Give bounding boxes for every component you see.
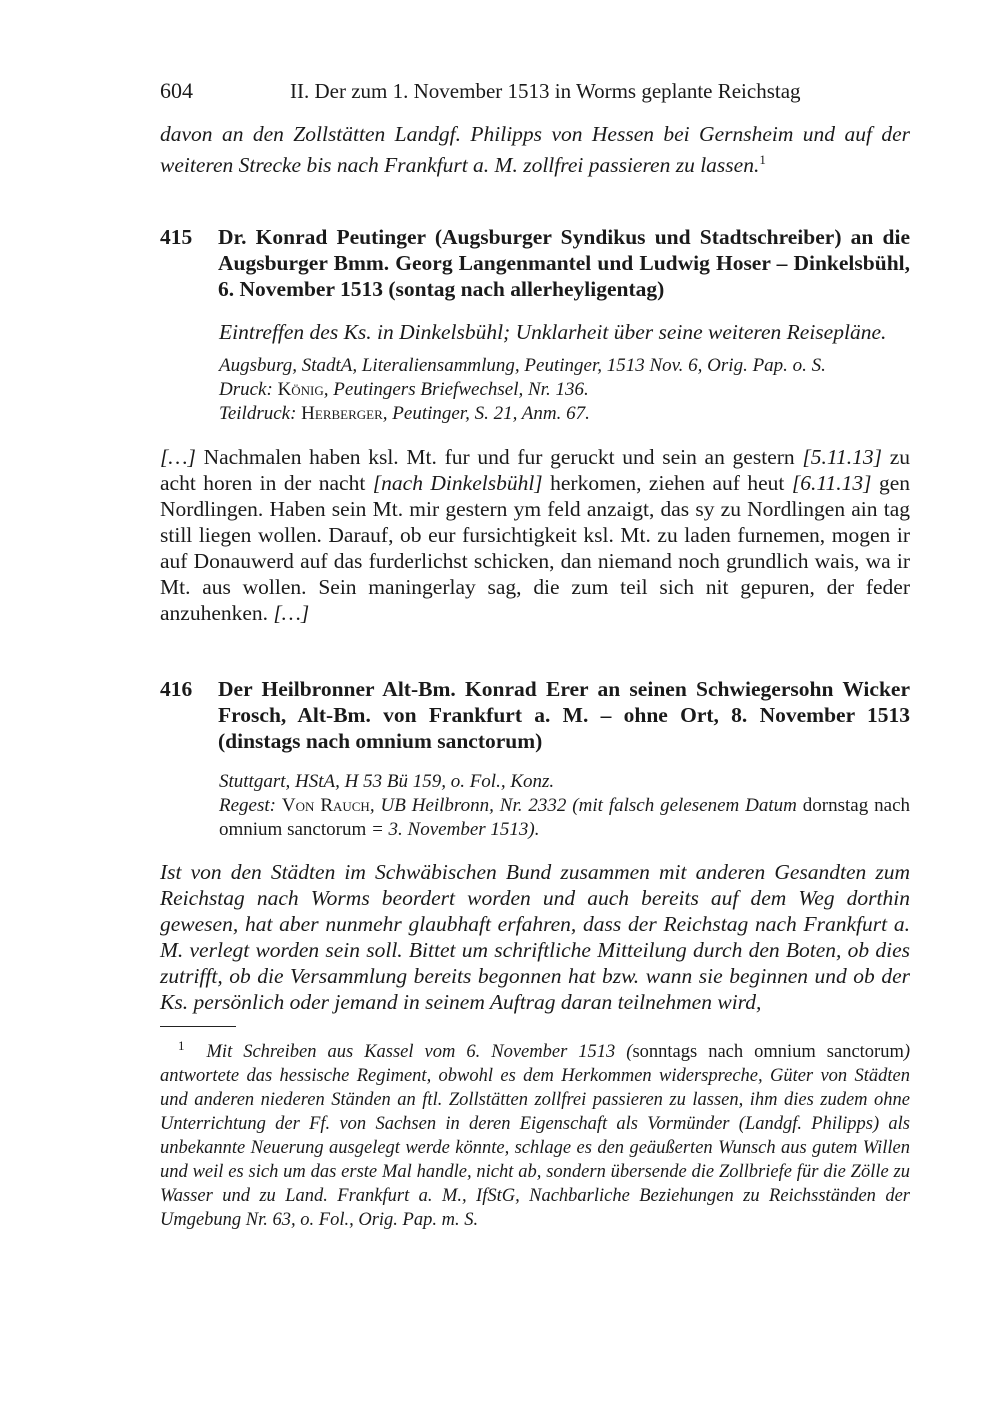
footnote-text: Mit Schreiben aus Kassel vom 6. November 1513 (	[206, 1042, 633, 1063]
druck-rest: , Peutingers Briefwechsel, Nr. 136.	[323, 379, 589, 400]
druck-label: Druck:	[219, 379, 273, 400]
footnote-text: ) antwortete das hessische Regiment, obwohl es dem Herkommen widerspreche, Güter von Städten und anderen niederen Ständen an ftl. Zollstätten zollfrei passieren zu lassen, ihm dies zudem ohne Unterrichtung der Ff. von Sachsen in deren Eigenschaft als Vormünder (Landgf. Philipps) als unbekannte Neuerung ausgelegt werde könnte, schlage es den geäußerten Wunsch aus gutem Willen und weil es sich um das erste Mal handle, nicht ab, sondern übersende die Zollbriefe für die Zölle zu Wasser und zu Land. Frankfurt a. M., IfStG, Nachbarliche Beziehungen zu Reichsständen der Umgebung Nr. 63, o. Fol., Orig. Pap. m. S.	[160, 1042, 911, 1231]
body-text: herkomen, ziehen auf heut	[542, 471, 792, 495]
body-text: Nachmalen haben ksl. Mt. fur und fur geruckt und sein an gestern	[195, 445, 803, 469]
running-header	[160, 78, 910, 104]
editorial-note: [5.11.13]	[802, 445, 882, 469]
footnote-number: 1	[178, 1038, 185, 1053]
teildruck-label: Teildruck:	[219, 403, 297, 424]
source-archive: Augsburg, StadtA, Literaliensammlung, Peutinger, 1513 Nov. 6, Orig. Pap. o. S.	[219, 355, 826, 376]
footnote-rule	[160, 1026, 236, 1027]
ellipsis: […]	[160, 445, 196, 469]
regest-end: = 3. November 1513).	[366, 819, 540, 840]
teildruck-author: Herberger	[301, 403, 383, 424]
doc-number: 416	[160, 677, 193, 701]
doc-416-sources	[219, 770, 910, 842]
doc-title: Der Heilbronner Alt-Bm. Konrad Erer an seinen Schwiegersohn Wicker Frosch, Alt-Bm. von Frankfurt a. M. – ohne Ort, 8. November 1513 (dinstags nach omnium sanctorum)	[218, 677, 910, 753]
doc-416-body	[160, 859, 910, 1015]
body-text: zu acht horen in der nacht	[160, 445, 911, 495]
footnote	[160, 1034, 910, 1232]
body-text: Ist von den Städten im Schwäbischen Bund zusammen mit anderen Gesandten zum Reichstag nach Worms beordert worden und auch bereits auf dem Weg dorthin gewesen, hat aber nunmehr glaubhaft erfahren, dass der Reichstag nach Frankfurt a. M. verlegt worden sein soll. Bittet um schriftliche Mitteilung durch den Boten, ob dies zutrifft, ob die Versammlung bereits begonnen hat bzw. wann sie beginnen und ob der Ks. persönlich oder jemand in seinem Auftrag daran teilnehmen wird,	[160, 860, 910, 1014]
regest-rest: , UB Heilbronn, Nr. 2332 (mit falsch gelesenem Datum	[369, 795, 803, 816]
body-text: gen Nordlingen. Haben sein Mt. mir gestern ym feld anzaigt, das sy zu Nordlingen ain tag still liegen wollen. Darauf, ob eur fursichtigkeit ksl. Mt. zu laden furnemen, mogen ir auf Donauwerd auf das furderlichst schicken, dan niemand noch grundlich wais, wa ir Mt. aus wollen. Sein maningerlay sag, die zum teil sich nit gepuren, der feder anzuhenken.	[160, 471, 910, 625]
running-title: II. Der zum 1. November 1513 in Worms geplante Reichstag	[290, 79, 801, 103]
page-number: 604	[160, 78, 193, 103]
doc-415-heading	[160, 224, 910, 302]
druck-author: König	[277, 379, 324, 400]
doc-415-sources	[219, 354, 910, 426]
doc-number: 415	[160, 225, 193, 249]
doc-415-summary: Eintreffen des Ks. in Dinkelsbühl; Unklarheit über seine weiteren Reisepläne.	[219, 320, 887, 344]
regest-label: Regest:	[219, 795, 276, 816]
doc-416-heading	[160, 676, 910, 754]
doc-title: Dr. Konrad Peutinger (Augsburger Syndikus und Stadtschreiber) an die Augsburger Bmm. Georg Langenmantel und Ludwig Hoser – Dinkelsbühl, 6. November 1513 (sontag nach allerheyligentag)	[218, 225, 910, 301]
teildruck-rest: , Peutinger, S. 21, Anm. 67.	[382, 403, 590, 424]
regest-date-text: dornstag nach omnium sanctorum	[219, 795, 911, 840]
footnote-ref[interactable]: 1	[759, 152, 766, 167]
intro-paragraph	[160, 121, 910, 178]
regest-author: Von Rauch	[281, 795, 370, 816]
source-archive: Stuttgart, HStA, H 53 Bü 159, o. Fol., Konz.	[219, 771, 555, 792]
editorial-note: [nach Dinkelsbühl]	[372, 471, 543, 495]
editorial-note: [6.11.13]	[791, 471, 872, 495]
doc-415-body	[160, 444, 910, 626]
footnote-date-text: sonntags nach omnium sanctorum	[632, 1042, 904, 1063]
intro-text: davon an den Zollstätten Landgf. Philipps von Hessen bei Gernsheim und auf der weiteren Strecke bis nach Frankfurt a. M. zollfrei passieren zu lassen.	[160, 122, 910, 178]
ellipsis: […]	[273, 601, 310, 625]
